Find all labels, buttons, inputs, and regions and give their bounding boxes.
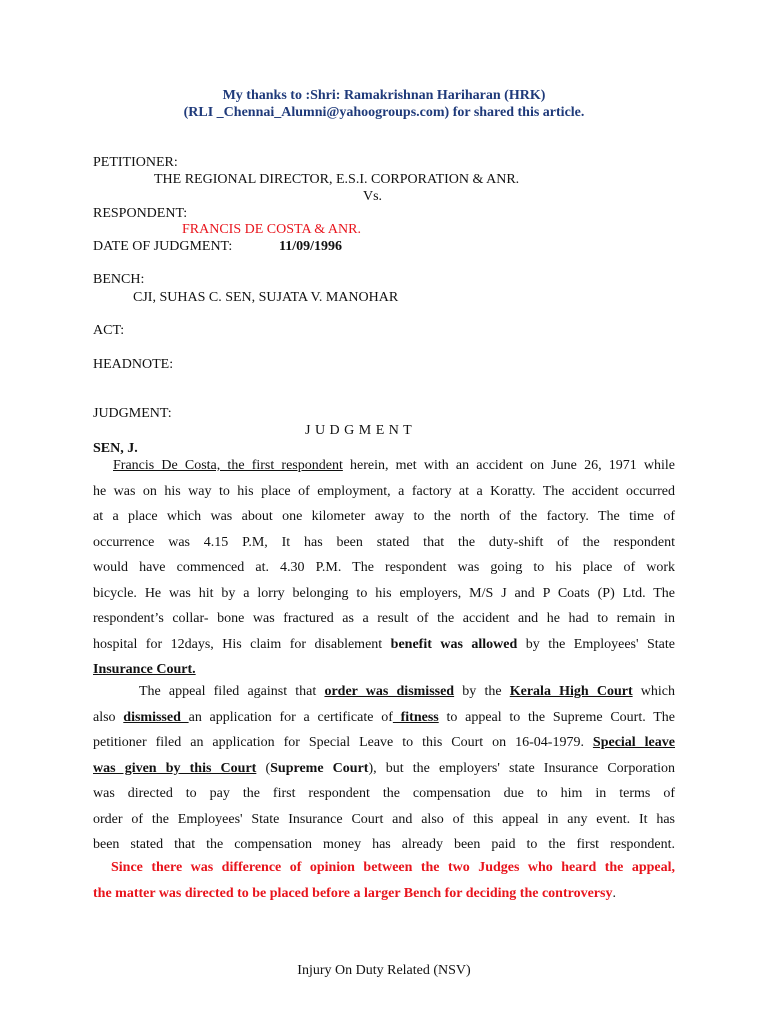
text-span: hospital for 12days, His claim for disablement <box>93 636 391 652</box>
text-span: also <box>93 709 124 725</box>
bold-text: Supreme Court <box>270 760 369 776</box>
text-line <box>93 453 675 479</box>
bold-text: was given by this Court <box>93 760 257 776</box>
text-span: herein, met with an accident on June 26, 1971 while <box>342 458 676 473</box>
paragraph-1 <box>93 453 675 683</box>
text-span: petitioner filed an application for Special Leave to this Court on 16-04-1979. <box>93 735 593 750</box>
text-line: been stated that the compensation money has already been paid to the first respondent. <box>93 837 675 852</box>
bench-names: CJI, SUHAS C. SEN, SUJATA V. MANOHAR <box>133 290 399 305</box>
text-span: . <box>612 885 616 901</box>
act-label: ACT: <box>93 323 125 338</box>
text-span: to appeal to the Supreme Court. The <box>438 709 675 725</box>
judgment-date: 11/09/1996 <box>279 239 343 254</box>
text-line: respondent’s collar- bone was fractured as a result of the accident and he had to remain in <box>93 611 675 626</box>
text-line: at a place which was about one kilometer away to the north of the factory. The time of <box>93 509 675 524</box>
text-line <box>93 705 675 731</box>
judge-author: SEN, J. <box>93 441 138 456</box>
bold-text: the matter was directed to be placed before a larger Bench for deciding the controversy <box>93 885 613 901</box>
judgment-label: JUDGMENT: <box>93 406 172 421</box>
text-span: which <box>632 684 676 699</box>
text-span: an application for a certificate of <box>188 709 393 725</box>
text-line: occurrence was 4.15 P.M, It has been stated that the duty-shift of the respondent <box>93 534 675 550</box>
bench-label: BENCH: <box>93 272 145 287</box>
paragraph-2 <box>93 679 675 858</box>
thanks-line-1: My thanks to :Shri: Ramakrishnan Hariharan (HRK) <box>222 88 546 103</box>
judgment-heading: J U D G M E N T <box>305 423 413 438</box>
underlined-text: Francis De Costa, the first respondent <box>113 458 343 473</box>
text-span: ( <box>256 760 271 776</box>
text-line: was directed to pay the first respondent the compensation due to him in terms of <box>93 786 675 801</box>
text-span: by the Employees' State <box>517 636 675 652</box>
text-span: ), but the employers' state Insurance Corporation <box>368 760 675 776</box>
petitioner-label: PETITIONER: <box>93 155 178 170</box>
bold-text: fitness <box>392 709 439 725</box>
text-line: he was on his way to his place of employment, a factory at a Koratty. The accident occurred <box>93 483 675 499</box>
bold-text: dismissed <box>123 709 189 725</box>
bold-text: benefit was allowed <box>390 636 518 652</box>
respondent-name: FRANCIS DE COSTA & ANR. <box>182 222 361 237</box>
text-line <box>93 756 675 782</box>
text-span: The appeal filed against that <box>139 684 325 699</box>
text-line: Insurance Court. <box>93 662 196 677</box>
respondent-label: RESPONDENT: <box>93 206 188 221</box>
text-line <box>93 730 675 756</box>
bold-text: Special leave <box>592 735 675 750</box>
paragraph-3 <box>93 855 675 906</box>
page-footer: Injury On Duty Related (NSV) <box>297 963 471 978</box>
text-line: bicycle. He was hit by a lorry belonging to his employers, M/S J and P Coats (P) Ltd. The <box>93 585 675 601</box>
text-line: Since there was difference of opinion between the two Judges who heard the appeal, <box>111 860 675 875</box>
bold-text: Kerala High Court <box>509 684 633 699</box>
date-label: DATE OF JUDGMENT: <box>93 239 233 254</box>
versus: Vs. <box>363 189 383 204</box>
text-span: by the <box>454 684 510 699</box>
text-line <box>93 881 675 907</box>
petitioner-name: THE REGIONAL DIRECTOR, E.S.I. CORPORATION & ANR. <box>154 172 520 187</box>
text-line: would have commenced at. 4.30 P.M. The respondent was going to his place of work <box>93 560 675 575</box>
text-line: order of the Employees' State Insurance Court and also of this appeal in any event. It has <box>93 811 675 827</box>
text-line <box>93 632 675 658</box>
headnote-label: HEADNOTE: <box>93 357 174 372</box>
bold-text: order was dismissed <box>324 684 455 699</box>
text-line <box>93 679 675 705</box>
thanks-line-2: (RLI _Chennai_Alumni@yahoogroups.com) for shared this article. <box>183 105 585 120</box>
